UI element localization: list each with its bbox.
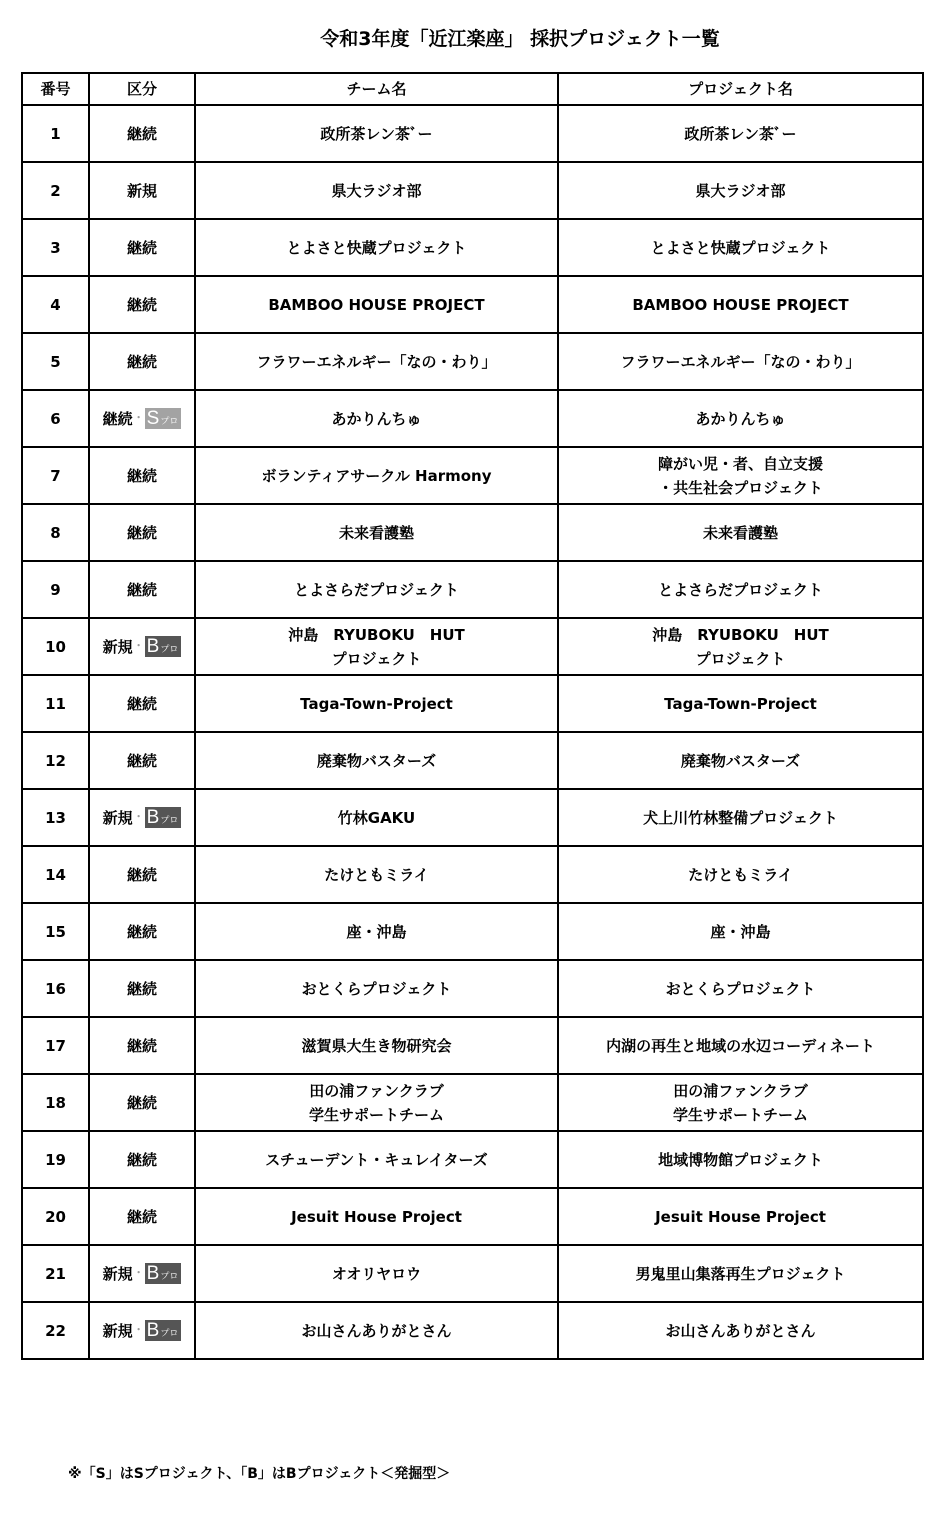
row-category xyxy=(89,732,195,789)
row-number: 20 xyxy=(22,1188,89,1245)
table-row xyxy=(22,1074,923,1131)
row-number: 3 xyxy=(22,219,89,276)
row-category xyxy=(89,789,195,846)
badge-letter: B xyxy=(146,636,160,658)
row-number: 16 xyxy=(22,960,89,1017)
table-body xyxy=(22,105,923,1359)
row-project-name: 犬上川竹林整備プロジェクト xyxy=(558,789,923,846)
category-label: 継続 xyxy=(126,466,157,485)
row-project-name: あかりんちゅ xyxy=(558,390,923,447)
row-category xyxy=(89,1188,195,1245)
row-team-name: Taga-Town-Project xyxy=(195,675,558,732)
row-team-name: 政所茶レン茶ﾞー xyxy=(195,105,558,162)
row-number: 22 xyxy=(22,1302,89,1359)
row-number: 7 xyxy=(22,447,89,504)
row-category xyxy=(89,675,195,732)
row-number: 11 xyxy=(22,675,89,732)
badge-letter: S xyxy=(146,408,160,430)
row-project-name: フラワーエネルギー「なの・わり」 xyxy=(558,333,923,390)
table-row xyxy=(22,1017,923,1074)
row-category xyxy=(89,105,195,162)
row-category xyxy=(89,1017,195,1074)
category-label: 新規 xyxy=(102,1264,133,1283)
row-number: 2 xyxy=(22,162,89,219)
row-project-name: 座・沖島 xyxy=(558,903,923,960)
row-category xyxy=(89,390,195,447)
row-team-name: 県大ラジオ部 xyxy=(195,162,558,219)
badge-separator: ・ xyxy=(133,811,144,823)
table-row xyxy=(22,333,923,390)
badge-letter: B xyxy=(146,1320,160,1342)
category-label: 新規 xyxy=(102,1321,133,1340)
table-row xyxy=(22,390,923,447)
category-label: 新規 xyxy=(126,181,157,200)
row-number: 21 xyxy=(22,1245,89,1302)
table-row xyxy=(22,162,923,219)
table-row xyxy=(22,789,923,846)
category-label: 継続 xyxy=(126,238,157,257)
row-team-name: 座・沖島 xyxy=(195,903,558,960)
badge-separator: ・ xyxy=(133,1324,144,1336)
row-number: 4 xyxy=(22,276,89,333)
row-category xyxy=(89,1131,195,1188)
row-number: 12 xyxy=(22,732,89,789)
row-team-name: とよさらだプロジェクト xyxy=(195,561,558,618)
row-number: 18 xyxy=(22,1074,89,1131)
category-label: 継続 xyxy=(126,295,157,314)
row-team-name: 未来看護塾 xyxy=(195,504,558,561)
row-number: 14 xyxy=(22,846,89,903)
row-team-name: 廃棄物バスターズ xyxy=(195,732,558,789)
table-row xyxy=(22,105,923,162)
row-project-name: BAMBOO HOUSE PROJECT xyxy=(558,276,923,333)
row-number: 8 xyxy=(22,504,89,561)
b-project-badge xyxy=(145,636,182,657)
row-project-name: おとくらプロジェクト xyxy=(558,960,923,1017)
table-row xyxy=(22,732,923,789)
badge-separator: ・ xyxy=(133,412,144,424)
table-row xyxy=(22,1188,923,1245)
row-project-name: 田の浦ファンクラブ 学生サポートチーム xyxy=(558,1074,923,1131)
table-row xyxy=(22,1245,923,1302)
row-category xyxy=(89,1302,195,1359)
row-category xyxy=(89,960,195,1017)
table-row xyxy=(22,447,923,504)
category-label: 継続 xyxy=(126,580,157,599)
row-project-name: 沖島 RYUBOKU HUT プロジェクト xyxy=(558,618,923,675)
table-row xyxy=(22,276,923,333)
row-team-name: たけともミライ xyxy=(195,846,558,903)
row-number: 10 xyxy=(22,618,89,675)
row-project-name: 地域博物館プロジェクト xyxy=(558,1131,923,1188)
badge-letter: B xyxy=(146,1263,160,1285)
category-label: 継続 xyxy=(126,352,157,371)
row-category xyxy=(89,162,195,219)
table-row xyxy=(22,219,923,276)
row-team-name: ボランティアサークル Harmony xyxy=(195,447,558,504)
category-label: 継続 xyxy=(126,922,157,941)
table-row xyxy=(22,903,923,960)
row-project-name: たけともミライ xyxy=(558,846,923,903)
row-category xyxy=(89,1245,195,1302)
row-category xyxy=(89,504,195,561)
row-team-name: フラワーエネルギー「なの・わり」 xyxy=(195,333,558,390)
b-project-badge xyxy=(145,807,182,828)
table-header-row xyxy=(22,73,923,105)
category-label: 継続 xyxy=(102,409,133,428)
badge-suffix: プロ xyxy=(160,645,179,656)
row-project-name: 政所茶レン茶ﾞー xyxy=(558,105,923,162)
row-number: 13 xyxy=(22,789,89,846)
category-label: 継続 xyxy=(126,1093,157,1112)
row-project-name: とよさらだプロジェクト xyxy=(558,561,923,618)
row-category xyxy=(89,333,195,390)
category-label: 継続 xyxy=(126,694,157,713)
project-table xyxy=(21,72,924,1360)
header-number: 番号 xyxy=(22,73,89,105)
category-label: 継続 xyxy=(126,865,157,884)
row-number: 17 xyxy=(22,1017,89,1074)
row-project-name: お山さんありがとさん xyxy=(558,1302,923,1359)
row-team-name: お山さんありがとさん xyxy=(195,1302,558,1359)
badge-suffix: プロ xyxy=(160,1329,179,1340)
row-project-name: 県大ラジオ部 xyxy=(558,162,923,219)
row-team-name: スチューデント・キュレイターズ xyxy=(195,1131,558,1188)
b-project-badge xyxy=(145,1320,182,1341)
row-project-name: Taga-Town-Project xyxy=(558,675,923,732)
category-label: 継続 xyxy=(126,1036,157,1055)
row-team-name: BAMBOO HOUSE PROJECT xyxy=(195,276,558,333)
badge-suffix: プロ xyxy=(160,1272,179,1283)
badge-suffix: プロ xyxy=(160,816,179,827)
page-title: 令和3年度「近江楽座」 採択プロジェクト一覧 xyxy=(320,28,720,50)
table-row xyxy=(22,846,923,903)
header-category: 区分 xyxy=(89,73,195,105)
row-category xyxy=(89,447,195,504)
table-row xyxy=(22,504,923,561)
row-number: 1 xyxy=(22,105,89,162)
row-category xyxy=(89,903,195,960)
badge-separator: ・ xyxy=(133,640,144,652)
row-project-name: 内湖の再生と地域の水辺コーディネート xyxy=(558,1017,923,1074)
row-team-name: とよさと快蔵プロジェクト xyxy=(195,219,558,276)
row-category xyxy=(89,561,195,618)
row-team-name: 竹林GAKU xyxy=(195,789,558,846)
row-number: 15 xyxy=(22,903,89,960)
category-label: 継続 xyxy=(126,751,157,770)
row-category xyxy=(89,219,195,276)
badge-suffix: プロ xyxy=(160,417,179,428)
category-label: 新規 xyxy=(102,808,133,827)
row-category xyxy=(89,1074,195,1131)
row-number: 6 xyxy=(22,390,89,447)
b-project-badge xyxy=(145,1263,182,1284)
row-project-name: 廃棄物バスターズ xyxy=(558,732,923,789)
category-label: 継続 xyxy=(126,1150,157,1169)
row-number: 19 xyxy=(22,1131,89,1188)
s-project-badge xyxy=(145,408,182,429)
header-project-name: プロジェクト名 xyxy=(558,73,923,105)
row-team-name: Jesuit House Project xyxy=(195,1188,558,1245)
table-row xyxy=(22,1131,923,1188)
table-row xyxy=(22,675,923,732)
row-number: 5 xyxy=(22,333,89,390)
table-row xyxy=(22,561,923,618)
row-project-name: 男鬼里山集落再生プロジェクト xyxy=(558,1245,923,1302)
row-category xyxy=(89,618,195,675)
row-team-name: 滋賀県大生き物研究会 xyxy=(195,1017,558,1074)
row-project-name: 障がい児・者、自立支援 ・共生社会プロジェクト xyxy=(558,447,923,504)
badge-separator: ・ xyxy=(133,1267,144,1279)
row-project-name: Jesuit House Project xyxy=(558,1188,923,1245)
row-team-name: オオリヤロウ xyxy=(195,1245,558,1302)
row-category xyxy=(89,846,195,903)
row-project-name: 未来看護塾 xyxy=(558,504,923,561)
category-label: 継続 xyxy=(126,979,157,998)
header-team-name: チーム名 xyxy=(195,73,558,105)
row-team-name: 田の浦ファンクラブ 学生サポートチーム xyxy=(195,1074,558,1131)
badge-letter: B xyxy=(146,807,160,829)
category-label: 継続 xyxy=(126,124,157,143)
row-number: 9 xyxy=(22,561,89,618)
category-label: 継続 xyxy=(126,1207,157,1226)
category-label: 継続 xyxy=(126,523,157,542)
table-row xyxy=(22,1302,923,1359)
table-row xyxy=(22,618,923,675)
row-category xyxy=(89,276,195,333)
row-team-name: おとくらプロジェクト xyxy=(195,960,558,1017)
row-team-name: 沖島 RYUBOKU HUT プロジェクト xyxy=(195,618,558,675)
table-row xyxy=(22,960,923,1017)
category-label: 新規 xyxy=(102,637,133,656)
row-project-name: とよさと快蔵プロジェクト xyxy=(558,219,923,276)
footnote: ※「S」はSプロジェクト、「B」はBプロジェクト＜発掘型＞ xyxy=(68,1466,451,1482)
row-team-name: あかりんちゅ xyxy=(195,390,558,447)
